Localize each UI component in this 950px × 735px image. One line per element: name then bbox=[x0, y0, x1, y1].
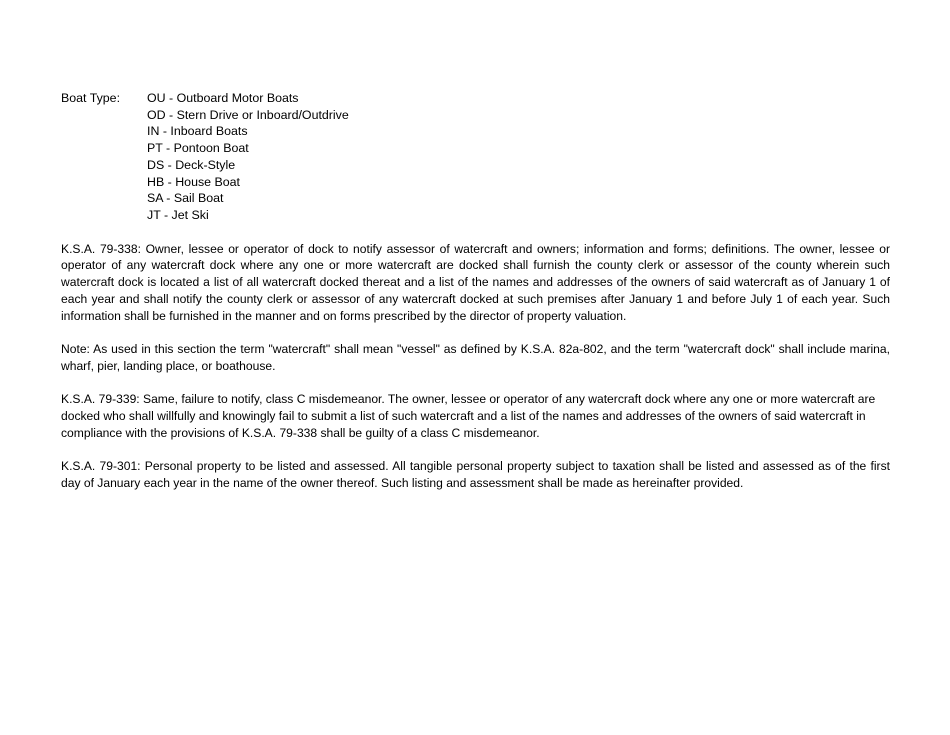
boat-type-label: Boat Type: bbox=[61, 91, 121, 105]
boat-type-section bbox=[61, 90, 890, 224]
statute-ksa-79-339: K.S.A. 79-339: Same, failure to notify, class C misdemeanor. The owner, lessee or operator of any watercraft dock where any one or more watercraft are docked who shall willfully and knowingly fail to submit a list of such watercraft and a list of the names and addresses of the owners of said watercraft in compliance with the provisions of K.S.A. 79-338 shall be guilty of a class C misdemeanor. bbox=[61, 392, 876, 440]
boat-type-item: JT - Jet Ski bbox=[147, 207, 209, 222]
boat-type-list bbox=[147, 90, 349, 224]
boat-type-item: DS - Deck-Style bbox=[147, 157, 236, 172]
boat-type-item: SA - Sail Boat bbox=[147, 191, 224, 206]
statute-ksa-79-301: K.S.A. 79-301: Personal property to be listed and assessed. All tangible personal property subject to taxation shall be listed and assessed as of the first day of January each year in the name of the owner thereof. Such listing and assessment shall be made as hereinafter provided. bbox=[61, 459, 890, 490]
statute-ksa-79-338: K.S.A. 79-338: Owner, lessee or operator of dock to notify assessor of watercraft and owners; information and forms; definitions. The owner, lessee or operator of any watercraft dock where any one or more watercraft are docked shall furnish the county clerk or assessor of the county wherein such watercraft dock is located a list of all watercraft docked thereat and a list of the names and addresses of the owners of said watercraft as of January 1 of each year and shall notify the county clerk or assessor of any watercraft docked at such premises after January 1 and before July 1 of each year. Such information shall be furnished in the manner and on forms prescribed by the director of property valuation. bbox=[61, 241, 890, 323]
boat-type-item: PT - Pontoon Boat bbox=[147, 141, 249, 156]
boat-type-item: OU - Outboard Motor Boats bbox=[147, 91, 299, 105]
boat-type-item: HB - House Boat bbox=[147, 174, 240, 189]
statute-note: Note: As used in this section the term "watercraft" shall mean "vessel" as defined by K.S.A. 82a-802, and the term "watercraft dock" shall include marina, wharf, pier, landing place, or boathouse. bbox=[61, 342, 890, 373]
document-page bbox=[61, 90, 890, 492]
boat-type-item: OD - Stern Drive or Inboard/Outdrive bbox=[147, 107, 349, 122]
boat-type-item: IN - Inboard Boats bbox=[147, 124, 248, 139]
